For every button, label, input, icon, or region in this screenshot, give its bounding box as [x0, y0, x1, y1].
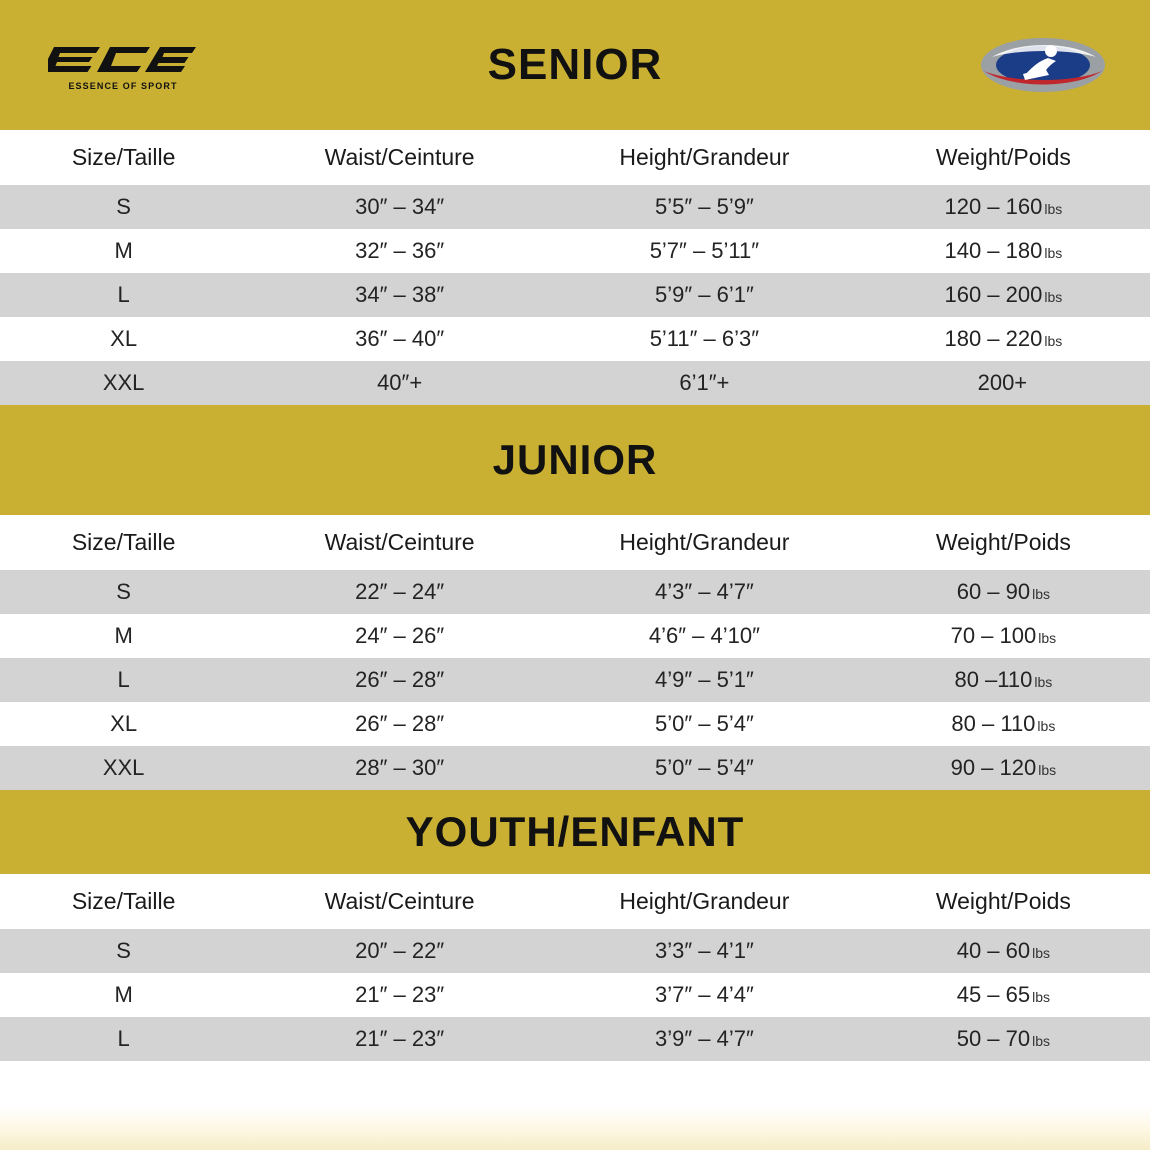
cell-weight [857, 317, 1150, 361]
cell-weight [857, 658, 1150, 702]
weight-unit: lbs [1037, 718, 1056, 734]
weight-value: 45 – 65 [956, 982, 1031, 1007]
cell-weight [857, 973, 1150, 1017]
cell-size: S [0, 185, 247, 229]
section-title-youth: YOUTH/ENFANT [405, 808, 745, 855]
cell-size: M [0, 973, 247, 1017]
column-header-size: Size/Taille [0, 515, 247, 570]
table-senior [0, 130, 1150, 405]
weight-value: 80 –110 [954, 667, 1033, 692]
column-header-height: Height/Grandeur [552, 515, 857, 570]
weight-value: 160 – 200 [944, 282, 1043, 307]
weight-unit: lbs [1038, 762, 1057, 778]
weight-value: 70 – 100 [950, 623, 1037, 648]
column-header-weight: Weight/Poids [857, 515, 1150, 570]
cell-waist: 21″ – 23″ [247, 1017, 552, 1061]
cell-weight [857, 273, 1150, 317]
cell-waist: 40″+ [247, 361, 552, 405]
column-header-waist: Waist/Ceinture [247, 874, 552, 929]
weight-unit: lbs [1032, 945, 1051, 961]
column-header-weight: Weight/Poids [857, 874, 1150, 929]
cell-size: L [0, 658, 247, 702]
weight-value: 50 – 70 [956, 1026, 1031, 1051]
cell-height: 5’7″ – 5’11″ [552, 229, 857, 273]
cell-size: XL [0, 317, 247, 361]
cell-size: XXL [0, 746, 247, 790]
cell-height: 6’1″+ [552, 361, 857, 405]
eos-logo-tagline: ESSENCE OF SPORT [68, 81, 178, 91]
cell-size: XXL [0, 361, 247, 405]
weight-unit: lbs [1044, 289, 1063, 305]
cell-size: M [0, 614, 247, 658]
table-row [0, 702, 1150, 746]
column-header-waist: Waist/Ceinture [247, 515, 552, 570]
cell-waist: 26″ – 28″ [247, 702, 552, 746]
column-header-height: Height/Grandeur [552, 874, 857, 929]
cell-size: S [0, 570, 247, 614]
table-row [0, 929, 1150, 973]
cell-height: 4’9″ – 5’1″ [552, 658, 857, 702]
banner-youth [0, 790, 1150, 874]
cell-weight [857, 614, 1150, 658]
cell-waist: 32″ – 36″ [247, 229, 552, 273]
banner-senior [0, 0, 1150, 130]
weight-value: 90 – 120 [950, 755, 1037, 780]
cell-size: M [0, 229, 247, 273]
cell-height: 5’5″ – 5’9″ [552, 185, 857, 229]
cell-size: L [0, 273, 247, 317]
banner-junior [0, 405, 1150, 515]
weight-value: 200+ [977, 370, 1028, 395]
table-row [0, 361, 1150, 405]
eos-logo [48, 39, 198, 91]
table-row [0, 317, 1150, 361]
weight-value: 60 – 90 [956, 579, 1031, 604]
section-title-junior: JUNIOR [492, 436, 658, 483]
weight-value: 40 – 60 [956, 938, 1031, 963]
cell-height: 5’0″ – 5’4″ [552, 702, 857, 746]
cell-waist: 20″ – 22″ [247, 929, 552, 973]
cell-height: 5’11″ – 6’3″ [552, 317, 857, 361]
weight-value: 140 – 180 [944, 238, 1043, 263]
cell-weight [857, 361, 1150, 405]
cell-weight [857, 702, 1150, 746]
cell-waist: 21″ – 23″ [247, 973, 552, 1017]
cell-waist: 24″ – 26″ [247, 614, 552, 658]
table-row [0, 273, 1150, 317]
column-header-size: Size/Taille [0, 130, 247, 185]
column-header-weight: Weight/Poids [857, 130, 1150, 185]
cell-height: 3’7″ – 4’4″ [552, 973, 857, 1017]
weight-value: 180 – 220 [944, 326, 1043, 351]
column-header-waist: Waist/Ceinture [247, 130, 552, 185]
table-row [0, 614, 1150, 658]
table-junior [0, 515, 1150, 790]
section-title-senior: SENIOR [487, 40, 663, 89]
weight-unit: lbs [1044, 201, 1063, 217]
cell-height: 5’9″ – 6’1″ [552, 273, 857, 317]
cell-waist: 26″ – 28″ [247, 658, 552, 702]
cell-weight [857, 1017, 1150, 1061]
cell-waist: 30″ – 34″ [247, 185, 552, 229]
weight-unit: lbs [1032, 989, 1051, 1005]
weight-unit: lbs [1038, 630, 1057, 646]
column-header-size: Size/Taille [0, 874, 247, 929]
weight-unit: lbs [1032, 586, 1051, 602]
cell-waist: 22″ – 24″ [247, 570, 552, 614]
cell-height: 3’3″ – 4’1″ [552, 929, 857, 973]
table-row [0, 658, 1150, 702]
table-row [0, 1017, 1150, 1061]
table-youth [0, 874, 1150, 1061]
cell-waist: 28″ – 30″ [247, 746, 552, 790]
weight-value: 120 – 160 [944, 194, 1043, 219]
table-row [0, 229, 1150, 273]
bottom-fade-strip [0, 1106, 1150, 1150]
cell-weight [857, 229, 1150, 273]
weight-unit: lbs [1034, 674, 1053, 690]
cell-height: 4’6″ – 4’10″ [552, 614, 857, 658]
cell-height: 3’9″ – 4’7″ [552, 1017, 857, 1061]
table-header-row [0, 130, 1150, 185]
cell-size: XL [0, 702, 247, 746]
cell-weight [857, 746, 1150, 790]
cell-waist: 34″ – 38″ [247, 273, 552, 317]
eos-logo-mark [48, 39, 198, 79]
cell-size: S [0, 929, 247, 973]
cell-weight [857, 185, 1150, 229]
cell-height: 5’0″ – 5’4″ [552, 746, 857, 790]
table-header-row [0, 874, 1150, 929]
weight-unit: lbs [1032, 1033, 1051, 1049]
weight-unit: lbs [1044, 333, 1063, 349]
cell-weight [857, 570, 1150, 614]
cell-waist: 36″ – 40″ [247, 317, 552, 361]
weight-value: 80 – 110 [951, 711, 1036, 736]
column-header-height: Height/Grandeur [552, 130, 857, 185]
weight-unit: lbs [1044, 245, 1063, 261]
table-header-row [0, 515, 1150, 570]
cell-weight [857, 929, 1150, 973]
table-row [0, 973, 1150, 1017]
cell-size: L [0, 1017, 247, 1061]
cell-height: 4’3″ – 4’7″ [552, 570, 857, 614]
table-row [0, 185, 1150, 229]
table-row [0, 570, 1150, 614]
table-row [0, 746, 1150, 790]
hockey-player-oval-logo [978, 27, 1108, 103]
